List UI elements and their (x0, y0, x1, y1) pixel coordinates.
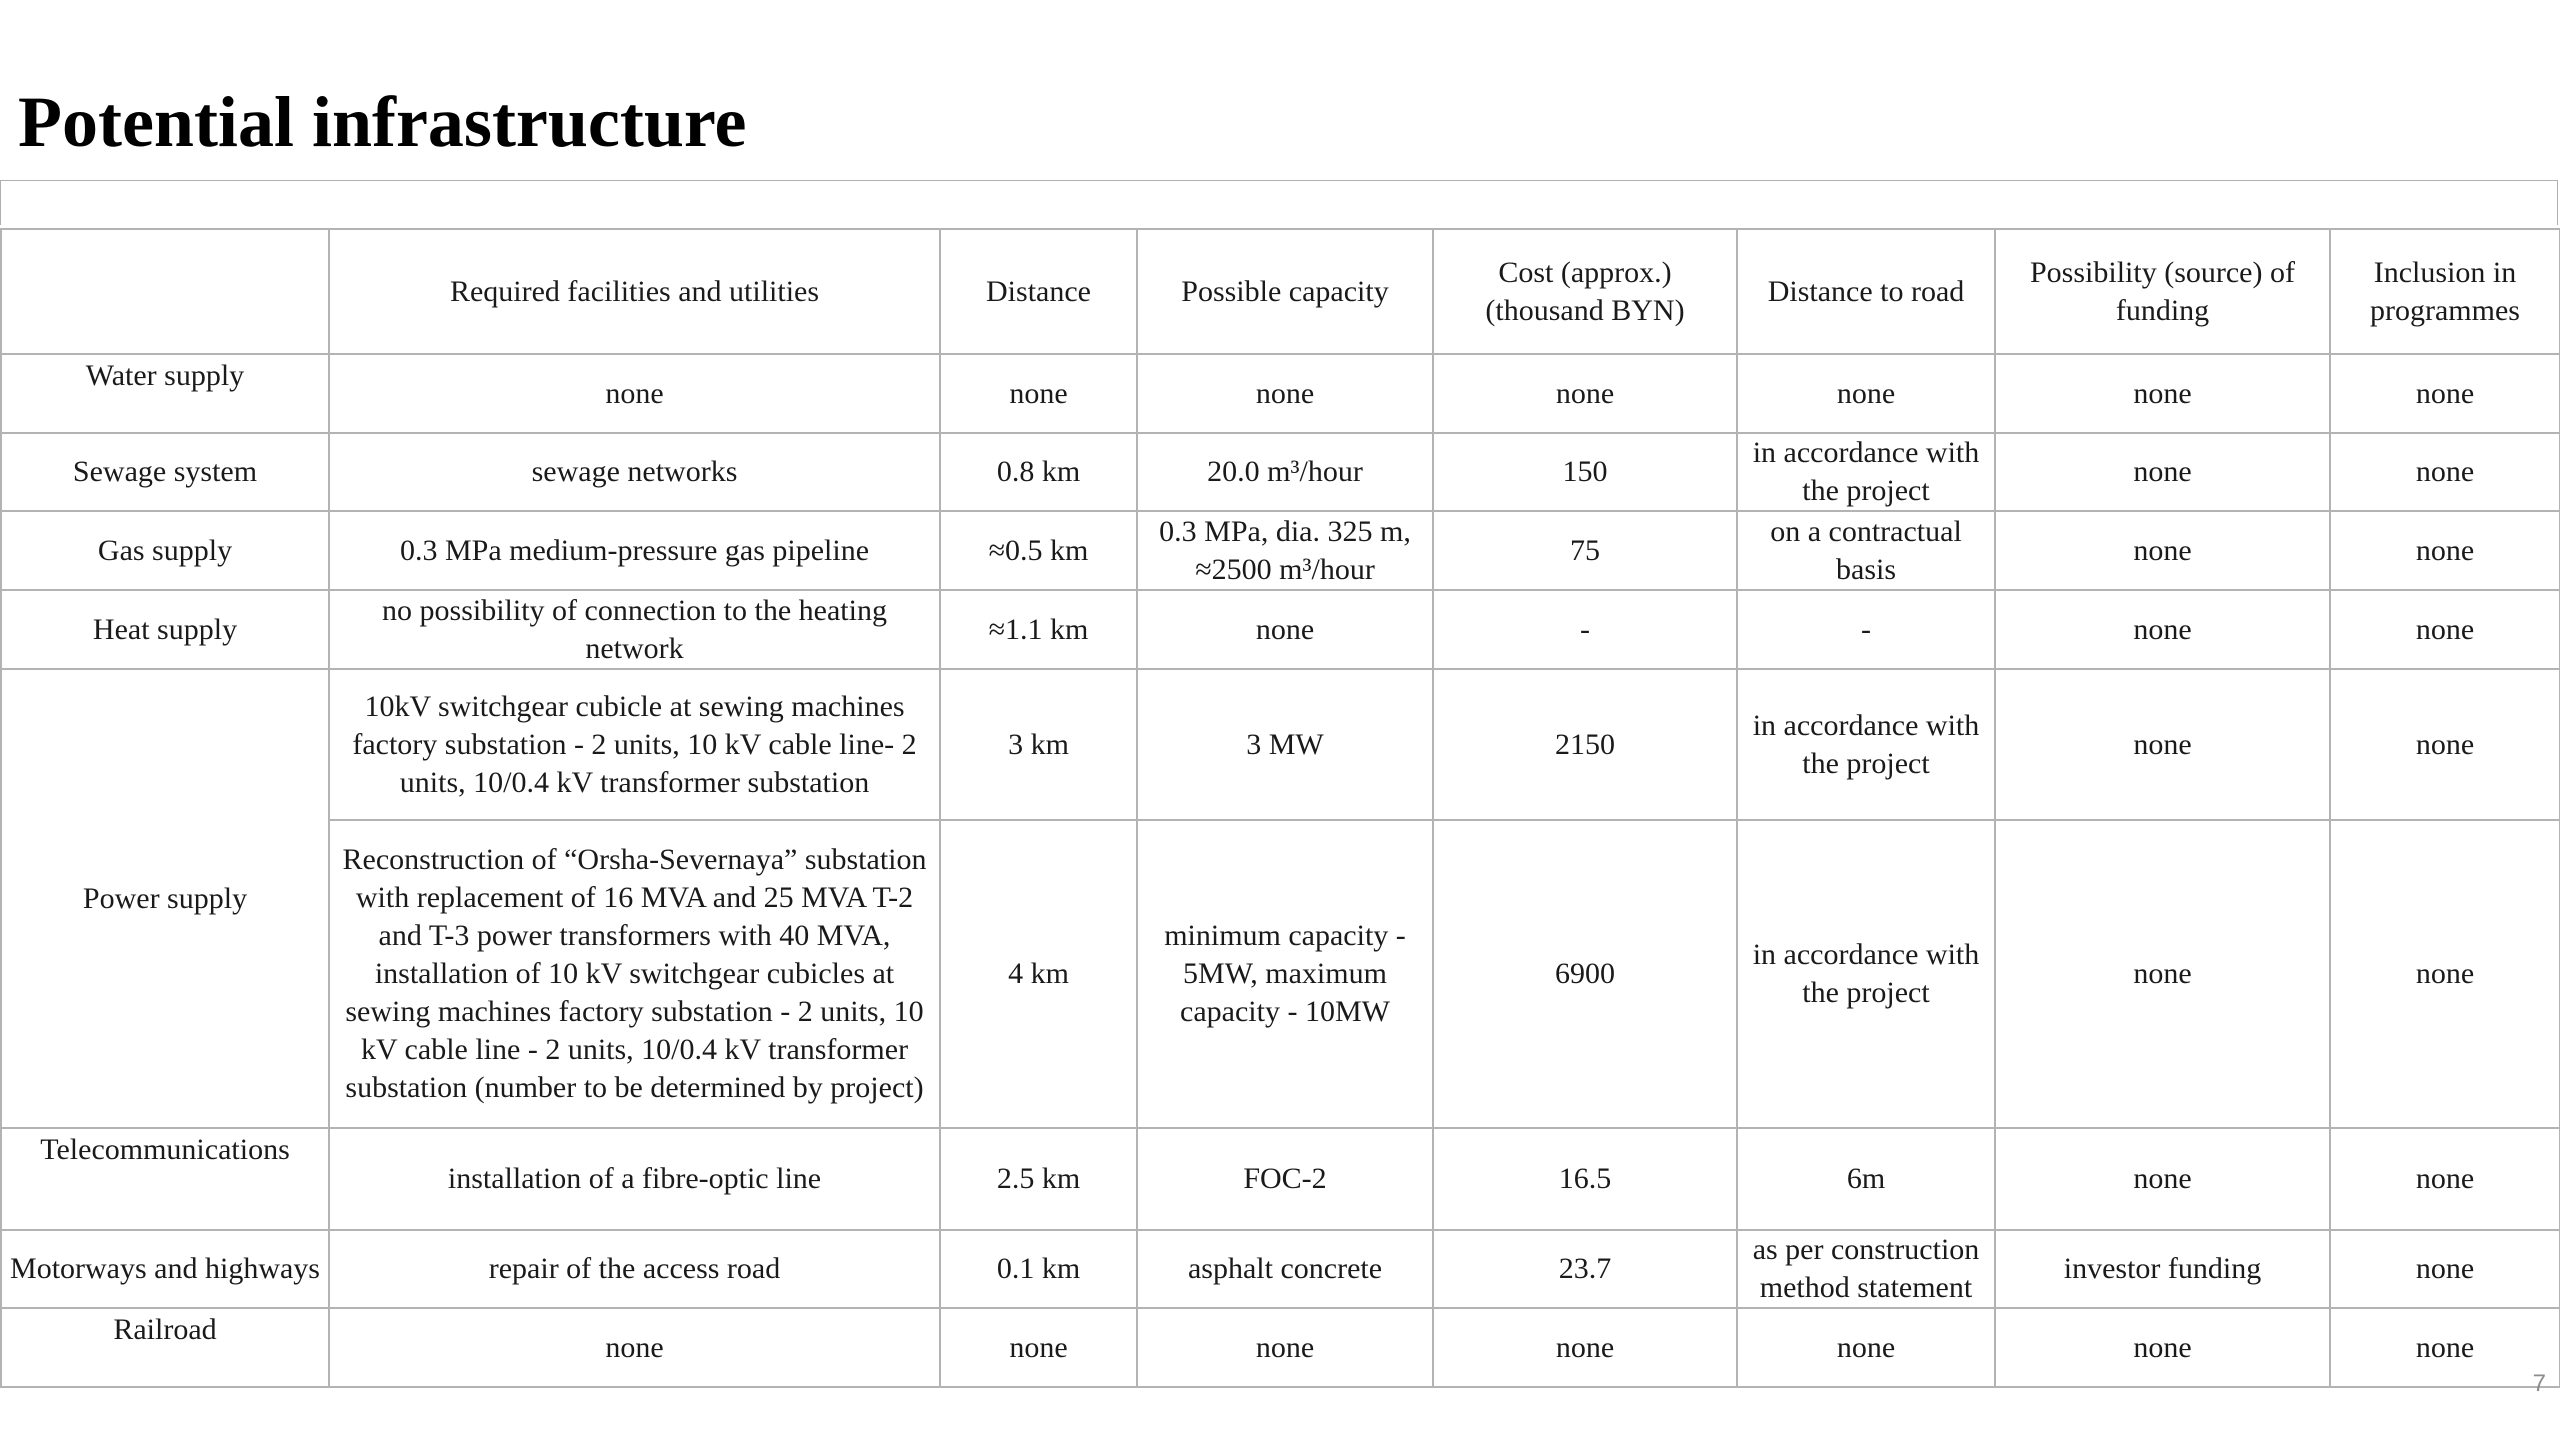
cell-distance: ≈1.1 km (940, 590, 1137, 669)
header-cost: Cost (approx.) (thousand BYN) (1433, 229, 1737, 354)
cell-cost: 23.7 (1433, 1230, 1737, 1308)
cell-road: - (1737, 590, 1995, 669)
cell-facility: installation of a fibre-optic line (329, 1128, 940, 1230)
row-category: Water supply (1, 354, 329, 433)
cell-programmes: none (2330, 669, 2560, 820)
cell-programmes: none (2330, 590, 2560, 669)
cell-road: none (1737, 1308, 1995, 1387)
cell-facility: sewage networks (329, 433, 940, 511)
header-funding: Possibility (source) of funding (1995, 229, 2330, 354)
header-distance: Distance (940, 229, 1137, 354)
cell-cost: none (1433, 354, 1737, 433)
cell-facility: Reconstruction of “Orsha-Severnaya” substation with replacement of 16 MVA and 25 MVA T-2 and T-3 power transformers with 40 MVA, installation of 10 kV switchgear cubicles at sewing machines factory substation - 2 units, 10 kV cable line - 2 units, 10/0.4 kV transformer substation (number to be determined by project) (329, 820, 940, 1128)
row-category: Power supply (1, 669, 329, 1128)
cell-facility: repair of the access road (329, 1230, 940, 1308)
cell-road: none (1737, 354, 1995, 433)
cell-funding: none (1995, 590, 2330, 669)
cell-distance: 2.5 km (940, 1128, 1137, 1230)
header-capacity: Possible capacity (1137, 229, 1433, 354)
cell-facility: 0.3 MPa medium-pressure gas pipeline (329, 511, 940, 590)
cell-capacity: 20.0 m³/hour (1137, 433, 1433, 511)
cell-funding: none (1995, 433, 2330, 511)
cell-funding: none (1995, 669, 2330, 820)
cell-cost: 75 (1433, 511, 1737, 590)
cell-capacity: 0.3 MPa, dia. 325 m, ≈2500 m³/hour (1137, 511, 1433, 590)
page-title: Potential infrastructure (18, 82, 747, 162)
cell-distance: none (940, 1308, 1137, 1387)
cell-cost: 2150 (1433, 669, 1737, 820)
table-row (1, 669, 2560, 820)
cell-facility: 10kV switchgear cubicle at sewing machines factory substation - 2 units, 10 kV cable line- 2 units, 10/0.4 kV transformer substation (329, 669, 940, 820)
cell-capacity: none (1137, 354, 1433, 433)
cell-cost: 150 (1433, 433, 1737, 511)
row-category: Heat supply (1, 590, 329, 669)
cell-programmes: none (2330, 820, 2560, 1128)
infrastructure-table (0, 228, 2560, 1388)
header-category (1, 229, 329, 354)
table-header-row (1, 229, 2560, 354)
cell-facility: no possibility of connection to the heating network (329, 590, 940, 669)
cell-cost: 6900 (1433, 820, 1737, 1128)
table-row (1, 1128, 2560, 1230)
cell-cost: none (1433, 1308, 1737, 1387)
cell-capacity: 3 MW (1137, 669, 1433, 820)
header-facilities: Required facilities and utilities (329, 229, 940, 354)
table-row (1, 354, 2560, 433)
cell-capacity: FOC-2 (1137, 1128, 1433, 1230)
table-row (1, 820, 2560, 1128)
row-category: Motorways and highways (1, 1230, 329, 1308)
cell-distance: 0.1 km (940, 1230, 1137, 1308)
header-programmes: Inclusion in programmes (2330, 229, 2560, 354)
header-distance-to-road: Distance to road (1737, 229, 1995, 354)
cell-distance: none (940, 354, 1137, 433)
cell-funding: none (1995, 1308, 2330, 1387)
row-category: Sewage system (1, 433, 329, 511)
cell-funding: none (1995, 1128, 2330, 1230)
table-row (1, 511, 2560, 590)
table-row (1, 1308, 2560, 1387)
cell-programmes: none (2330, 1128, 2560, 1230)
cell-facility: none (329, 1308, 940, 1387)
table-row (1, 590, 2560, 669)
table-caption-row (0, 180, 2558, 225)
row-category: Gas supply (1, 511, 329, 590)
cell-distance: ≈0.5 km (940, 511, 1137, 590)
cell-distance: 0.8 km (940, 433, 1137, 511)
table-row (1, 433, 2560, 511)
cell-funding: none (1995, 354, 2330, 433)
cell-road: in accordance with the project (1737, 669, 1995, 820)
cell-road: as per construction method statement (1737, 1230, 1995, 1308)
cell-road: in accordance with the project (1737, 433, 1995, 511)
cell-programmes: none (2330, 1230, 2560, 1308)
cell-programmes: none (2330, 1308, 2560, 1387)
cell-capacity: minimum capacity - 5MW, maximum capacity - 10MW (1137, 820, 1433, 1128)
cell-funding: none (1995, 820, 2330, 1128)
cell-programmes: none (2330, 511, 2560, 590)
cell-road: on a contractual basis (1737, 511, 1995, 590)
cell-capacity: asphalt concrete (1137, 1230, 1433, 1308)
cell-capacity: none (1137, 590, 1433, 669)
cell-programmes: none (2330, 433, 2560, 511)
cell-cost: - (1433, 590, 1737, 669)
table-row (1, 1230, 2560, 1308)
cell-programmes: none (2330, 354, 2560, 433)
cell-funding: none (1995, 511, 2330, 590)
cell-road: in accordance with the project (1737, 820, 1995, 1128)
cell-facility: none (329, 354, 940, 433)
cell-road: 6m (1737, 1128, 1995, 1230)
cell-distance: 4 km (940, 820, 1137, 1128)
cell-distance: 3 km (940, 669, 1137, 820)
cell-funding: investor funding (1995, 1230, 2330, 1308)
slide-number: 7 (2532, 1370, 2546, 1397)
row-category: Railroad (1, 1308, 329, 1387)
cell-cost: 16.5 (1433, 1128, 1737, 1230)
row-category: Telecommunications (1, 1128, 329, 1230)
cell-capacity: none (1137, 1308, 1433, 1387)
